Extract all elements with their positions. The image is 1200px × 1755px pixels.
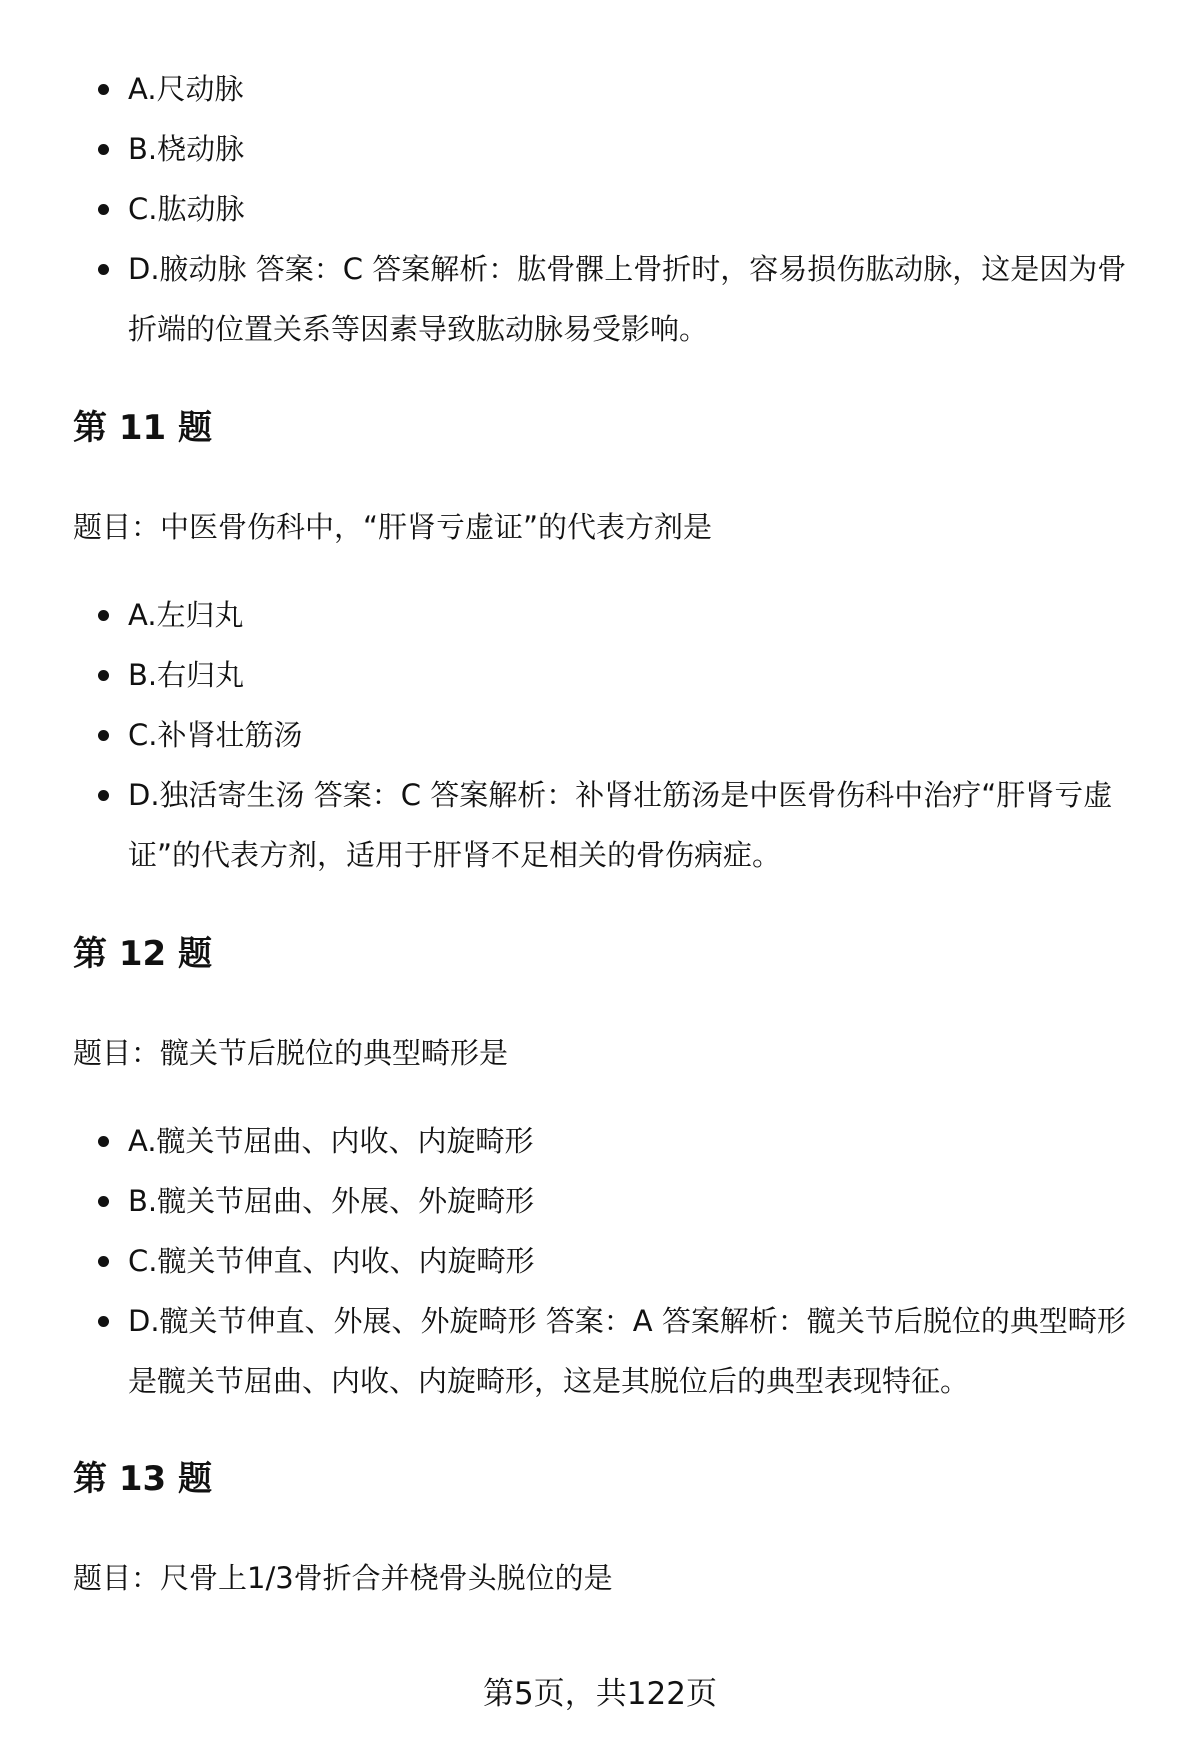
q12-option-d-answer: D.髋关节伸直、外展、外旋畸形 答案：A 答案解析：髋关节后脱位的典型畸形是髋关节屈曲、内收、内旋畸形，这是其脱位后的典型表现特征。 [73, 1291, 1153, 1411]
q10-option-a: A.尺动脉 [73, 59, 1153, 119]
q11-options [73, 585, 1153, 885]
q12-heading: 第 12 题 [73, 934, 212, 974]
q12-option-a: A.髋关节屈曲、内收、内旋畸形 [73, 1111, 1153, 1171]
q11-option-d-answer: D.独活寄生汤 答案：C 答案解析：补肾壮筋汤是中医骨伤科中治疗“肝肾亏虚证”的代表方剂，适用于肝肾不足相关的骨伤病症。 [73, 765, 1153, 885]
q11-option-c: C.补肾壮筋汤 [73, 705, 1153, 765]
q11-heading: 第 11 题 [73, 408, 212, 448]
page-number-footer: 第5页，共122页 [483, 1676, 717, 1712]
q12-option-c: C.髋关节伸直、内收、内旋畸形 [73, 1231, 1153, 1291]
q10-option-c: C.肱动脉 [73, 179, 1153, 239]
q10-option-b: B.桡动脉 [73, 119, 1153, 179]
q10-options [73, 59, 1153, 359]
q11-stem: 题目：中医骨伤科中，“肝肾亏虚证”的代表方剂是 [73, 510, 713, 544]
q13-heading: 第 13 题 [73, 1459, 212, 1499]
q11-option-b: B.右归丸 [73, 645, 1153, 705]
q10-option-d-answer: D.腋动脉 答案：C 答案解析：肱骨髁上骨折时，容易损伤肱动脉，这是因为骨折端的位置关系等因素导致肱动脉易受影响。 [73, 239, 1153, 359]
q12-stem: 题目：髋关节后脱位的典型畸形是 [73, 1036, 509, 1070]
q11-option-a: A.左归丸 [73, 585, 1153, 645]
q12-option-b: B.髋关节屈曲、外展、外旋畸形 [73, 1171, 1153, 1231]
q13-stem: 题目：尺骨上1/3骨折合并桡骨头脱位的是 [73, 1561, 613, 1595]
q12-options [73, 1111, 1153, 1411]
